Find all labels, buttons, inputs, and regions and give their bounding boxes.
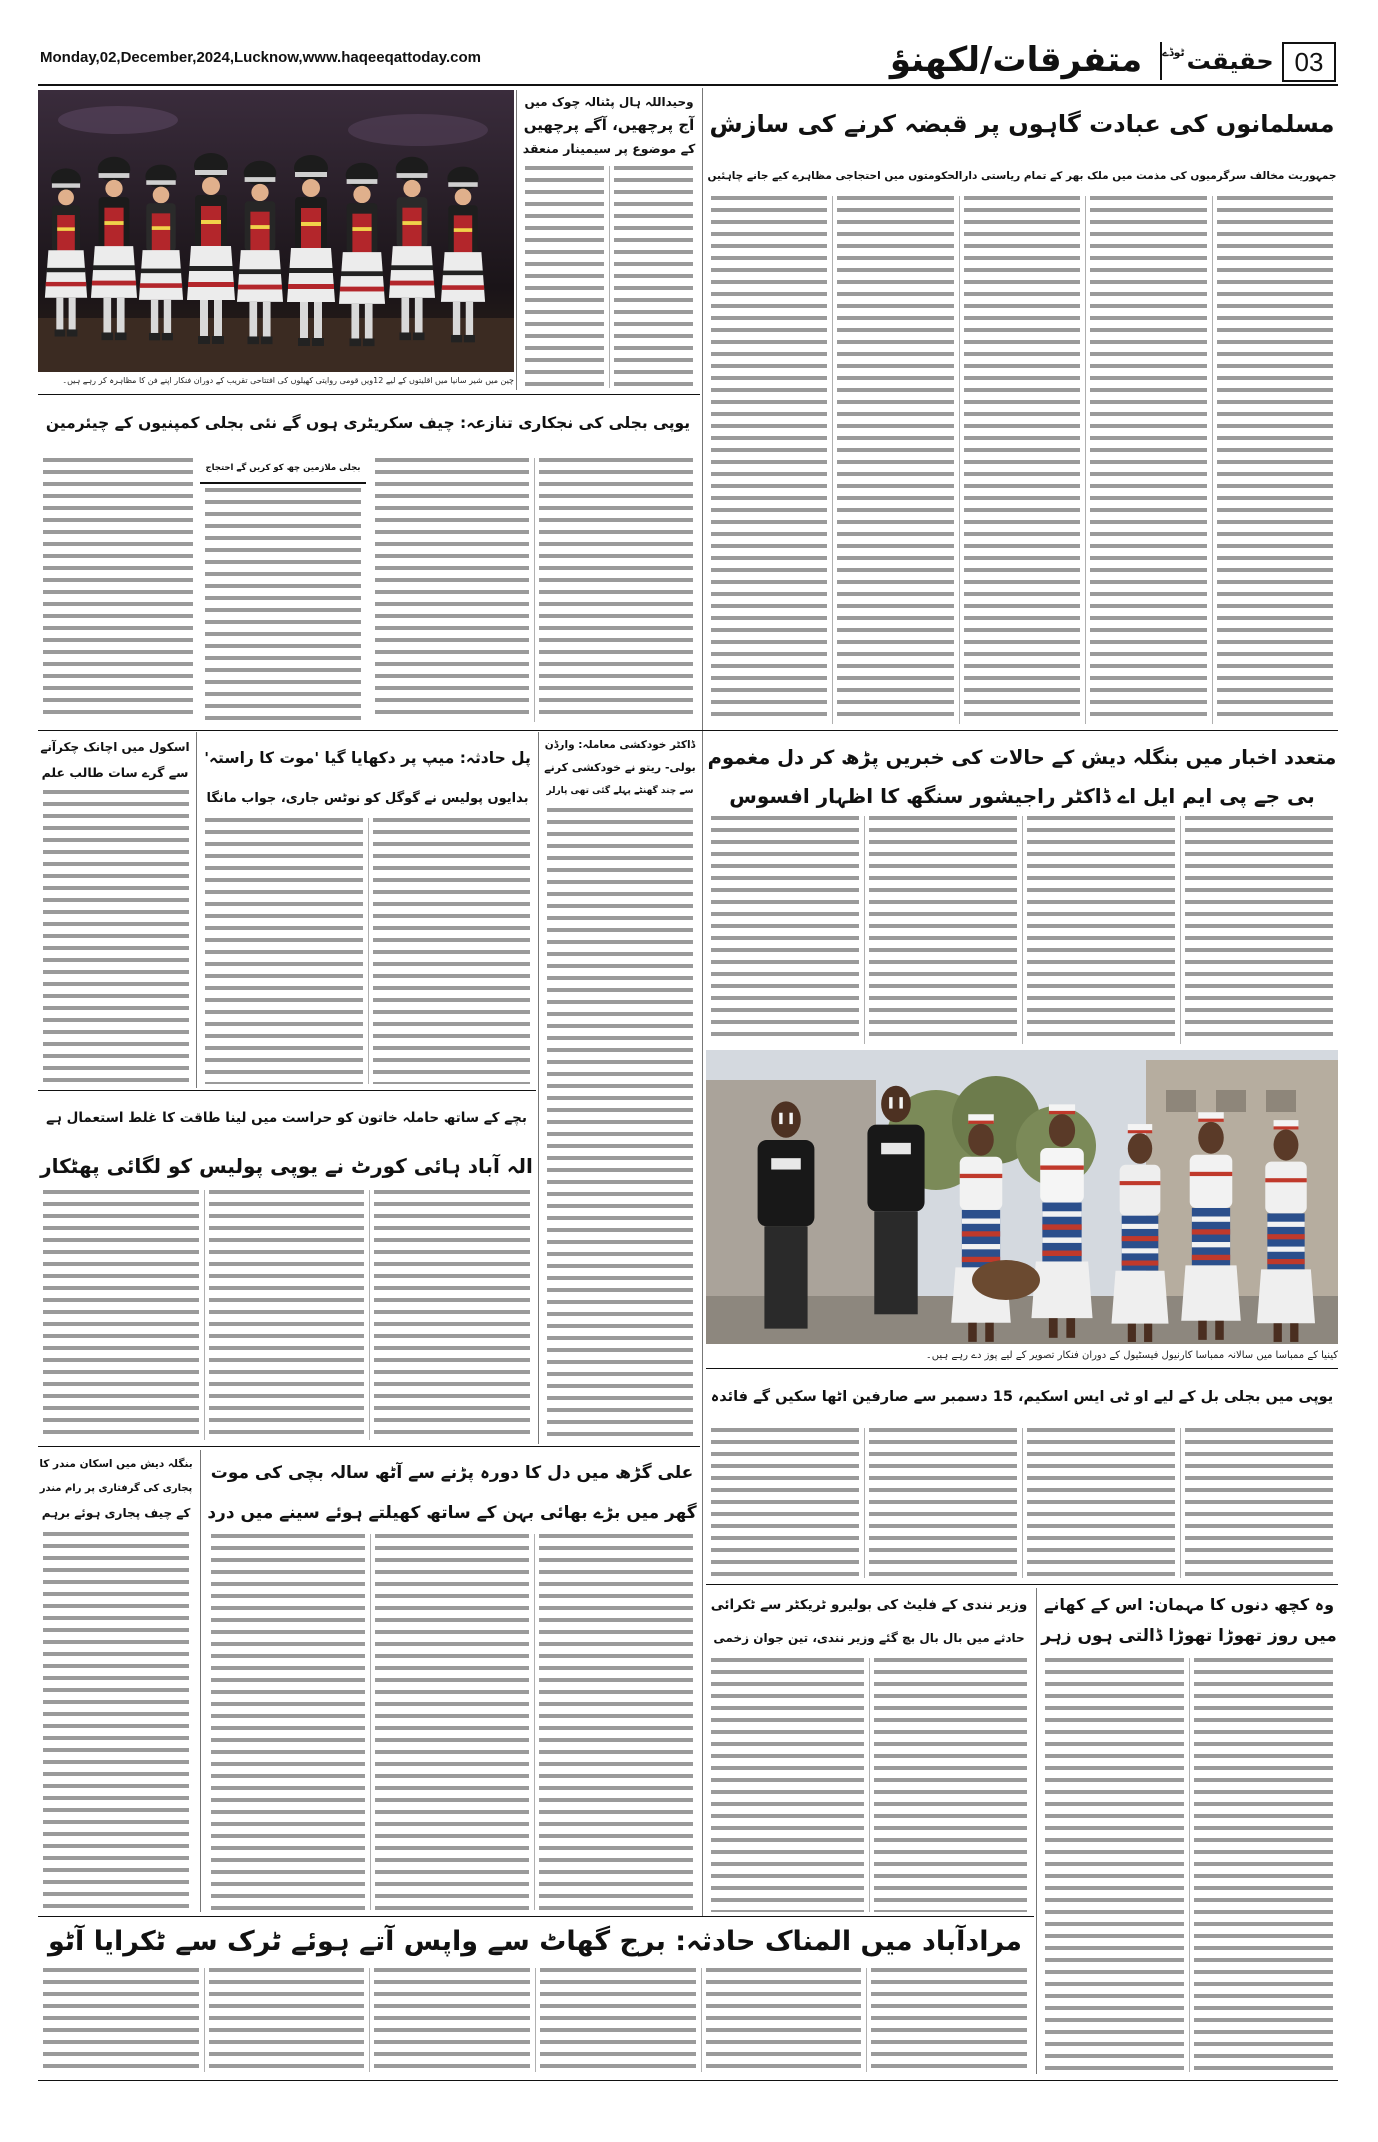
column-rule: [1036, 1588, 1037, 2074]
column-rule: [702, 88, 703, 1916]
subhead-text: حادثے میں بال بال بچ گئے وزیر نندی، تین جوان زخمی: [713, 1631, 1025, 1646]
poison-headline-line: [1040, 1622, 1338, 1652]
text-column: [375, 458, 529, 722]
text-column: [837, 196, 953, 724]
column-rule: [196, 732, 197, 1088]
doctor-headline-line: [542, 734, 698, 756]
school-headline-line: [38, 736, 192, 760]
newspaper-logo: [1160, 42, 1274, 80]
text-column: [964, 196, 1080, 724]
headline-text: وزیر نندی کے فلیٹ کی بولیرو ٹریکٹر سے ٹکرائی: [710, 1597, 1028, 1614]
text-column: [1027, 1428, 1175, 1578]
ots-headline: [706, 1374, 1338, 1420]
dateline-text: Monday,02,December,2024,Lucknow,www.haqeeqattoday.com: [40, 48, 481, 66]
privatization-article-body: [200, 488, 366, 722]
text-column: [1194, 1658, 1333, 2072]
section-rule: [706, 1368, 1338, 1369]
text-column: [711, 1428, 859, 1578]
headline-text: پجاری کی گرفتاری پر رام مندر: [39, 1483, 193, 1495]
moradabad-article-body: [38, 1968, 1032, 2072]
photo-carnival-performers: [706, 1050, 1338, 1344]
text-column: [375, 1534, 529, 1910]
custody-subhead: [38, 1148, 535, 1184]
headline-text: میں روز تھوڑا تھوڑا ڈالتی ہوں زہر: [1041, 1626, 1337, 1647]
section-title: [880, 40, 1152, 82]
text-column: [711, 196, 827, 724]
text-column: [43, 1190, 199, 1440]
school-article-body: [38, 790, 194, 1084]
bridge-subhead: [200, 786, 535, 812]
text-column: [540, 1968, 696, 2072]
section-rule: [38, 1916, 1034, 1917]
text-column: [373, 818, 531, 1084]
caption-text: چین میں شیر سانیا میں اقلیتوں کے لیے 12ویں قومی روایتی کھیلوں کی افتتاحی تقریب کے دوران فنکار اپنے فن کا مظاہرہ کر رہے ہیں۔: [62, 376, 514, 386]
bangladesh-headline: [706, 738, 1338, 778]
worship-subhead: [706, 164, 1338, 188]
text-column: [43, 790, 189, 1084]
text-column: [869, 816, 1017, 1044]
column-rule: [516, 90, 517, 390]
headline-text: سے گرے سات طالب علم: [41, 764, 189, 780]
privatization-headline: [38, 398, 698, 450]
subhead-text: بجلی ملازمین چھ کو کریں گے احتجاج: [205, 463, 361, 474]
custody-article-body: [38, 1190, 535, 1440]
text-column: [43, 458, 193, 722]
poison-article-body: [1040, 1658, 1338, 2072]
headline-text: آج پرچھیں، آگے پرچھیں: [523, 116, 695, 135]
photo-dancers: [38, 90, 514, 372]
header-rule: [38, 84, 1338, 86]
privatization-subhead: [200, 456, 366, 484]
headline-text: متعدد اخبار میں بنگلہ دیش کے حالات کی خبریں پڑھ کر دل مغموم: [707, 745, 1337, 769]
text-column: [374, 1968, 530, 2072]
seminar-headline-line: [520, 115, 698, 137]
subhead-text: بی جے پی ایم ایل اے ڈاکٹر راجیشور سنگھ کا اظہار افسوس: [729, 783, 1315, 808]
page-number: 03: [1282, 42, 1336, 82]
text-column: [547, 808, 693, 1440]
bridge-headline: [200, 738, 535, 780]
text-column: [869, 1428, 1017, 1578]
headline-text: سے چند گھنٹے پہلے گئی تھی پارلر: [546, 785, 694, 796]
worship-article-body: [706, 196, 1338, 724]
ots-article-body: [706, 1428, 1338, 1578]
masthead-dateline: [40, 46, 510, 68]
bridge-article-body: [200, 818, 535, 1084]
aligarh-subhead: [206, 1500, 698, 1528]
text-column: [711, 1658, 864, 1912]
headline-text: وہ کچھ دنوں کا مہمان: اس کے کھانے: [1044, 1594, 1335, 1614]
headline-text: یوپی میں بجلی بل کے لیے او ٹی ایس اسکیم، 15 دسمبر سے صارفین اٹھا سکیں گے فائدہ: [710, 1388, 1334, 1405]
caption-text: کینیا کے ممباسا میں سالانہ ممباسا کارنیول فیسٹیول کے دوران فنکار تصویر کے لیے پوز دے رہے ہیں۔: [925, 1350, 1338, 1361]
text-column: [1185, 1428, 1333, 1578]
headline-text: مرادآباد میں المناک حادثہ: برج گھاٹ سے واپس آتے ہوئے ٹرک سے ٹکرایا آٹو: [47, 1926, 1023, 1958]
headline-text: بچے کے ساتھ حاملہ خاتون کو حراست میں لینا طاقت کا غلط استعمال ہے: [46, 1110, 527, 1127]
section-rule: [38, 394, 700, 395]
text-column: [539, 1534, 693, 1910]
text-column: [1045, 1658, 1184, 2072]
bangladesh-subhead: [706, 782, 1338, 810]
headline-text: اسکول میں اچانک چکرآنے: [40, 740, 190, 755]
moradabad-headline: [38, 1922, 1032, 1962]
subhead-text: الہ آباد ہائی کورٹ نے یوپی پولیس کو لگائی پھٹکار: [40, 1153, 533, 1178]
headline-text: یوپی بجلی کی نجکاری تنازعہ: چیف سکریٹری ہوں گے نئی بجلی کمپنیوں کے چیئرمین: [45, 414, 691, 433]
doctor-headline-line: [542, 780, 698, 802]
section-rule: [38, 1090, 536, 1091]
iskcon-headline-line: [38, 1502, 194, 1526]
text-column: [874, 1658, 1027, 1912]
nandi-subhead: [706, 1626, 1032, 1652]
section-rule: [38, 1446, 700, 1447]
headline-text: کے چیف پجاری ہوئے برہم: [41, 1506, 191, 1521]
text-column: [209, 1190, 365, 1440]
logo-sub-text: ٹوڈے: [1162, 46, 1185, 59]
text-column: [1090, 196, 1206, 724]
privatization-article-body: [370, 458, 698, 722]
nandi-article-body: [706, 1658, 1032, 1912]
headline-text: مسلمانوں کی عبادت گاہوں پر قبضہ کرنے کی سازش: [709, 110, 1335, 139]
column-rule: [538, 732, 539, 1444]
text-column: [43, 1532, 189, 1910]
headline-text: وحیداللہ ہال پٹنالہ چوک میں: [524, 95, 694, 110]
text-column: [43, 1968, 199, 2072]
text-column: [539, 458, 693, 722]
worship-headline: [706, 92, 1338, 158]
aligarh-headline: [206, 1452, 698, 1496]
subhead-text: بدایوں پولیس نے گوگل کو نوٹس جاری، جواب مانگا: [206, 790, 529, 806]
text-column: [209, 1968, 365, 2072]
text-column: [614, 166, 693, 388]
bangladesh-article-body: [706, 816, 1338, 1044]
privatization-article-body: [38, 458, 198, 722]
text-column: [711, 816, 859, 1044]
text-column: [1185, 816, 1333, 1044]
headline-text: پل حادثہ: میپ پر دکھایا گیا 'موت کا راستہ': [204, 749, 531, 768]
column-rule: [200, 1450, 201, 1912]
headline-text: علی گڑھ میں دل کا دورہ پڑنے سے آٹھ سالہ بچی کی موت: [210, 1463, 694, 1484]
seminar-article-body: [520, 166, 698, 388]
seminar-headline-line: [520, 138, 698, 160]
section-title-text: متفرقات/لکھنؤ: [889, 40, 1143, 81]
section-rule: [706, 1584, 1338, 1585]
drum: [972, 1260, 1040, 1300]
logo-main-text: حقیقت: [1186, 47, 1274, 75]
kenya-photo-caption: [706, 1348, 1338, 1363]
headline-text: کے موضوع پر سیمینار منعقد: [522, 140, 696, 156]
footer-rule: [38, 2080, 1338, 2081]
iskcon-article-body: [38, 1532, 194, 1910]
text-column: [211, 1534, 365, 1910]
text-column: [1217, 196, 1333, 724]
subhead-text: جمہوریت مخالف سرگرمیوں کی مذمت میں ملک بھر کے تمام ریاستی دارالحکومتوں میں احتجاجی مظاہرے کیے جانے چاہئیں: [707, 169, 1337, 182]
iskcon-headline-line: [38, 1452, 194, 1476]
doctor-article-body: [542, 808, 698, 1440]
text-column: [205, 818, 363, 1084]
poison-headline-line: [1040, 1590, 1338, 1620]
headline-text: ڈاکٹر خودکشی معاملہ: وارڈن: [544, 738, 696, 751]
section-rule: [38, 730, 1338, 731]
seminar-headline-line: [520, 92, 698, 114]
doctor-headline-line: [542, 757, 698, 779]
school-headline-line: [38, 761, 192, 785]
aligarh-article-body: [206, 1534, 698, 1910]
text-column: [525, 166, 604, 388]
china-photo-caption: [38, 374, 514, 389]
text-column: [706, 1968, 862, 2072]
text-column: [374, 1190, 530, 1440]
headline-text: بنگلہ دیش میں اسکان مندر کا: [39, 1457, 193, 1470]
iskcon-headline-line: [38, 1477, 194, 1501]
text-column: [1027, 816, 1175, 1044]
headline-text: بولی- ریتو نے خودکشی کرنے: [544, 760, 696, 774]
text-column: [205, 488, 361, 722]
custody-headline: [38, 1096, 535, 1142]
nandi-headline: [706, 1590, 1032, 1622]
subhead-text: گھر میں بڑے بھائی بہن کے ساتھ کھیلتے ہوئے سینے میں درد: [207, 1503, 697, 1524]
text-column: [871, 1968, 1027, 2072]
